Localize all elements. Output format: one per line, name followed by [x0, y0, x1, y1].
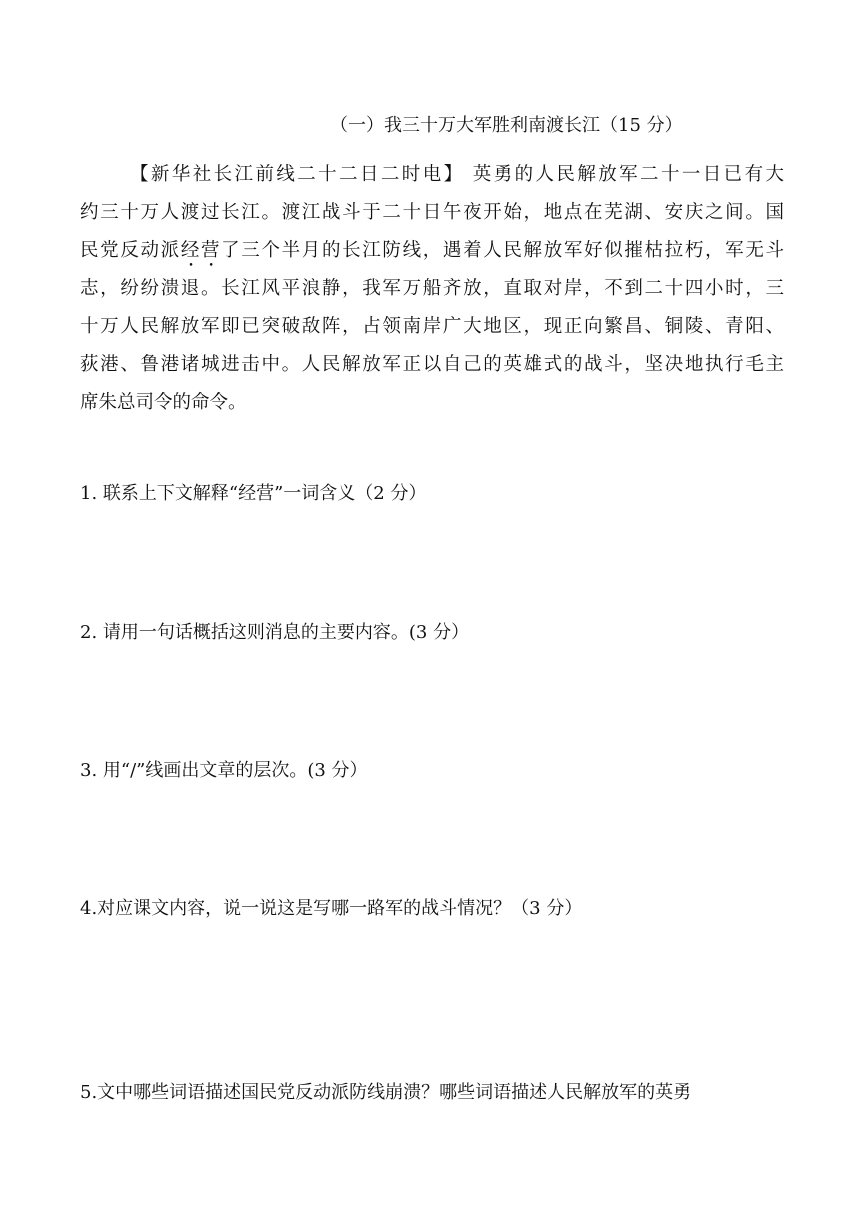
- emphasized-word: 经营: [180, 240, 222, 261]
- passage-line-3: [80, 232, 784, 270]
- question-3: 3. 用“/”线画出文章的层次。(3 分）: [80, 760, 368, 781]
- section-title: （一）我三十万大军胜利南渡长江（15 分）: [330, 115, 683, 136]
- passage-line-5: 十万人民解放军即已突破敌阵，占领南岸广大地区，现正向繁昌、铜陵、青阳、: [80, 316, 784, 337]
- passage-line-7: 席朱总司令的命令。: [80, 392, 247, 413]
- passage-line-1: 【新华社长江前线二十二日二时电】 英勇的人民解放军二十一日已有大: [130, 164, 784, 185]
- passage-line-4: 志，纷纷溃退。长江风平浪静，我军万船齐放，直取对岸，不到二十四小时，三: [80, 278, 784, 299]
- question-1: 1. 联系上下文解释“经营”一词含义（2 分）: [80, 483, 427, 504]
- question-4: 4.对应课文内容，说一说这是写哪一路军的战斗情况？（3 分）: [80, 898, 583, 919]
- passage-line-3-end: 了三个半月的长江防线，遇着人民解放军好似摧枯拉朽，军无斗: [221, 240, 784, 261]
- passage-line-3-start: 民党反动派: [80, 240, 181, 261]
- passage-line-2: 约三十万人渡过长江。渡江战斗于二十日午夜开始，地点在芜湖、安庆之间。国: [80, 202, 784, 223]
- passage-line-6: 荻港、鲁港诸城进击中。人民解放军正以自己的英雄式的战斗，坚决地执行毛主: [80, 354, 784, 375]
- question-2: 2. 请用一句话概括这则消息的主要内容。(3 分）: [80, 622, 470, 643]
- news-passage: [80, 156, 784, 422]
- question-5: 5.文中哪些词语描述国民党反动派防线崩溃？哪些词语描述人民解放军的英勇: [80, 1082, 692, 1103]
